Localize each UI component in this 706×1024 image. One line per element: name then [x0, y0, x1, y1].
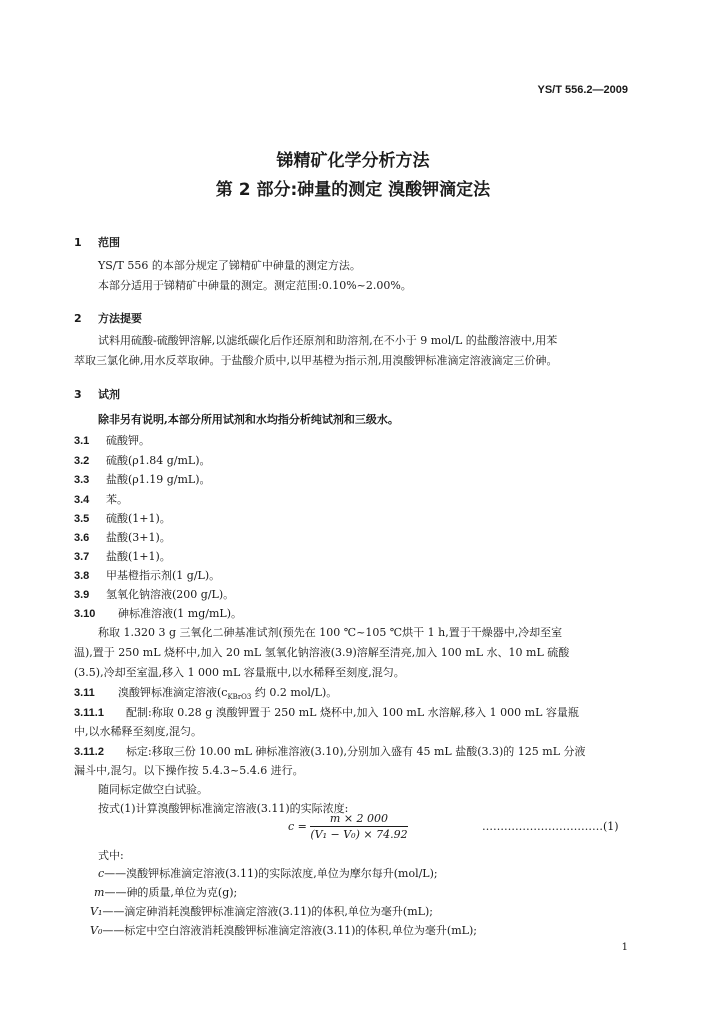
paragraph-line: (3.5),冷却至室温,移入 1 000 mL 容量瓶中,以水稀释至刻度,混匀。 — [74, 666, 405, 679]
reagent-item: 3.2 硫酸(ρ1.84 g/mL)。 — [74, 454, 211, 467]
document-title: 锑精矿化学分析方法 — [276, 151, 430, 171]
formula — [288, 812, 408, 841]
standard-code: YS/T 556.2—2009 — [537, 84, 628, 96]
paragraph-line: 试料用硫酸-硫酸钾溶解,以滤纸碳化后作还原剂和助溶剂,在不小于 9 mol/L 的盐酸溶液中,用苯 — [98, 334, 558, 347]
paragraph-line: 温),置于 250 mL 烧杯中,加入 20 mL 氢氧化钠溶液(3.9)溶解至清亮,加入 100 mL 水、10 mL 硫酸 — [74, 646, 570, 659]
paragraph-line: 中,以水稀释至刻度,混匀。 — [74, 725, 202, 738]
page-number: 1 — [621, 942, 628, 953]
variable-definition: c——溴酸钾标准滴定溶液(3.11)的实际浓度,单位为摩尔每升(mol/L); — [98, 867, 438, 880]
equation-number: ……………………………(1) — [482, 820, 619, 833]
variable-definition: V₁——滴定砷消耗溴酸钾标准滴定溶液(3.11)的体积,单位为毫升(mL); — [90, 905, 433, 918]
document-subtitle: 第 2 部分:砷量的测定 溴酸钾滴定法 — [215, 180, 491, 200]
formula-numerator: m × 2 000 — [310, 812, 407, 827]
paragraph: 随同标定做空白试验。 — [98, 783, 208, 796]
reagent-item: 3.8 甲基橙指示剂(1 g/L)。 — [74, 569, 221, 582]
formula-denominator: (V₁ − V₀) × 74.92 — [310, 828, 408, 841]
reagent-item: 3.5 硫酸(1+1)。 — [74, 512, 171, 525]
reagent-item: 3.10 砷标准溶液(1 mg/mL)。 — [74, 607, 242, 620]
section-heading-reagents — [74, 386, 120, 402]
variable-definition: V₀——标定中空白溶液消耗溴酸钾标准滴定溶液(3.11)的体积,单位为毫升(mL); — [90, 924, 477, 937]
section-title: 方法提要 — [98, 312, 142, 325]
paragraph-line: 漏斗中,混匀。以下操作按 5.4.3~5.4.6 进行。 — [74, 764, 304, 777]
section-title: 试剂 — [98, 388, 120, 401]
paragraph: 除非另有说明,本部分所用试剂和水均指分析纯试剂和三级水。 — [98, 413, 399, 426]
section-number: 3 — [74, 388, 82, 401]
reagent-item: 3.9 氢氧化钠溶液(200 g/L)。 — [74, 588, 235, 601]
reagent-item: 3.6 盐酸(3+1)。 — [74, 531, 171, 544]
reagent-subitem: 3.11.1 配制:称取 0.28 g 溴酸钾置于 250 mL 烧杯中,加入 100 mL 水溶解,移入 1 000 mL 容量瓶 — [74, 706, 579, 719]
variable-definition: m——砷的质量,单位为克(g); — [94, 886, 238, 899]
formula-fraction — [310, 812, 407, 841]
section-title: 范围 — [98, 236, 120, 249]
paragraph-line: 称取 1.320 3 g 三氧化二砷基准试剂(预先在 100 ℃~105 ℃烘干 1 h,置于干燥器中,冷却至室 — [98, 626, 563, 639]
reagent-item: 3.11 溴酸钾标准滴定溶液($c_{KBrO3}$ 约 0.2 mol/L)。 — [74, 686, 338, 702]
reagent-item: 3.1 硫酸钾。 — [74, 434, 150, 447]
reagent-item: 3.3 盐酸(ρ1.19 g/mL)。 — [74, 473, 211, 486]
section-heading-scope — [74, 234, 120, 250]
formula-lhs: c = — [288, 820, 307, 833]
paragraph: 按式(1)计算溴酸钾标准滴定溶液(3.11)的实际浓度: — [98, 802, 349, 815]
paragraph: 本部分适用于锑精矿中砷量的测定。测定范围:0.10%~2.00%。 — [98, 279, 412, 292]
reagent-subitem: 3.11.2 标定:移取三份 10.00 mL 砷标准溶液(3.10),分别加入盛有 45 mL 盐酸(3.3)的 125 mL 分液 — [74, 745, 586, 758]
section-number: 1 — [74, 236, 82, 249]
reagent-item: 3.4 苯。 — [74, 493, 128, 506]
paragraph: 式中: — [98, 849, 124, 862]
paragraph: YS/T 556 的本部分规定了锑精矿中砷量的测定方法。 — [98, 259, 361, 272]
section-heading-principle — [74, 310, 142, 326]
paragraph-line: 萃取三氯化砷,用水反萃取砷。于盐酸介质中,以甲基橙为指示剂,用溴酸钾标准滴定溶液滴定三价砷。 — [74, 354, 558, 367]
reagent-item: 3.7 盐酸(1+1)。 — [74, 550, 171, 563]
section-number: 2 — [74, 312, 82, 325]
